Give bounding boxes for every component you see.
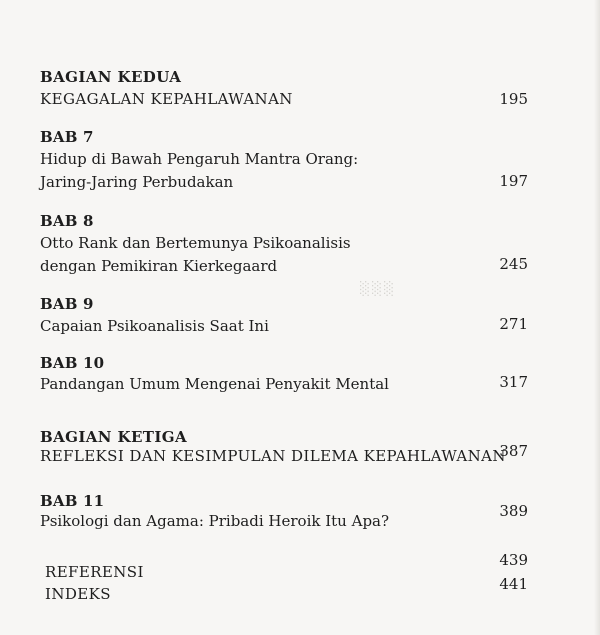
page-number: 439 — [499, 551, 528, 569]
chapter-label: BAB 7 — [40, 128, 94, 146]
page-number: 271 — [499, 315, 528, 333]
chapter-title-line2: Jaring-Jaring Perbudakan — [40, 173, 234, 191]
references-title: REFERENSI — [45, 563, 144, 581]
chapter-label: BAB 11 — [40, 492, 105, 510]
part-label: BAGIAN KEDUA — [40, 68, 182, 86]
chapter-title: Psikologi dan Agama: Pribadi Heroik Itu Apa? — [40, 512, 390, 530]
page-number: 389 — [499, 502, 528, 520]
part-label: BAGIAN KETIGA — [40, 428, 188, 446]
page-number: 317 — [499, 373, 528, 391]
page-number: 197 — [499, 172, 528, 190]
page-edge — [594, 0, 600, 635]
part-title: KEGAGALAN KEPAHLAWANAN — [40, 90, 293, 108]
chapter-title-line1: Hidup di Bawah Pengaruh Mantra Orang: — [40, 150, 359, 168]
page-number: 441 — [499, 575, 528, 593]
index-title: INDEKS — [45, 585, 111, 603]
part-title: REFLEKSI DAN KESIMPULAN DILEMA KEPAHLAWANAN — [40, 447, 506, 465]
chapter-label: BAB 8 — [40, 212, 94, 230]
chapter-title-line2: dengan Pemikiran Kierkegaard — [40, 257, 278, 275]
chapter-title: Capaian Psikoanalisis Saat Ini — [40, 317, 269, 335]
chapter-title: Pandangan Umum Mengenai Penyakit Mental — [40, 375, 389, 393]
chapter-label: BAB 9 — [40, 295, 94, 313]
page-number: 387 — [499, 442, 528, 460]
page-number: 195 — [499, 90, 528, 108]
show-through-decoration: ░░░ — [360, 282, 396, 297]
page-number: 245 — [499, 255, 528, 273]
chapter-title-line1: Otto Rank dan Bertemunya Psikoanalisis — [40, 234, 351, 252]
chapter-label: BAB 10 — [40, 354, 105, 372]
